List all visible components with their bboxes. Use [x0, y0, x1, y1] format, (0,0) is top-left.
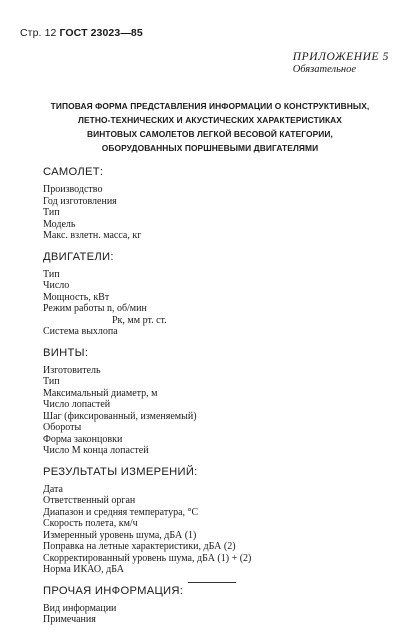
section-heading: ПРОЧАЯ ИНФОРМАЦИЯ:: [43, 584, 184, 597]
form-field: Норма ИКАО, дБА: [43, 564, 125, 575]
form-field: Тип: [43, 207, 60, 218]
standard-number: ГОСТ 23023—85: [59, 27, 143, 39]
form-field: Число M конца лопастей: [43, 445, 149, 456]
form-field: Система выхлопа: [43, 326, 118, 337]
section-heading: ВИНТЫ:: [43, 346, 89, 359]
form-field: Pк, мм рт. ст.: [112, 314, 167, 326]
form-field: Число: [43, 280, 70, 291]
title-line: ВИНТОВЫХ САМОЛЕТОВ ЛЕГКОЙ ВЕСОВОЙ КАТЕГОРИИ,: [87, 129, 333, 139]
form-field: Мощность, кВт: [43, 291, 110, 303]
form-field: Год изготовления: [43, 195, 117, 207]
form-field: Число лопастей: [43, 399, 111, 410]
form-field: Макс. взлетн. масса, кг: [43, 230, 142, 241]
end-divider: [188, 582, 236, 583]
title-line: ОБОРУДОВАННЫХ ПОРШНЕВЫМИ ДВИГАТЕЛЯМИ: [101, 143, 319, 153]
form-field: Скорректированный уровень шума, дБА (1) + (2): [43, 552, 252, 564]
form-field: Поправка на летные характеристики, дБА (2): [43, 541, 236, 552]
form-field: Шаг (фиксированный, изменяемый): [43, 410, 197, 422]
form-sections: [43, 165, 393, 634]
page-number: Стр. 12: [20, 27, 57, 39]
form-field: Скорость полета, км/ч: [43, 518, 138, 529]
section-engines: [43, 250, 393, 338]
form-field: Обороты: [43, 422, 82, 433]
form-field: Примечания: [43, 614, 96, 625]
title-line: ТИПОВАЯ ФОРМА ПРЕДСТАВЛЕНИЯ ИНФОРМАЦИИ О КОНСТРУКТИВНЫХ,: [50, 101, 370, 111]
form-field: Тип: [43, 268, 60, 280]
section-measurement-results: [43, 465, 393, 576]
form-field: Ответственный орган: [43, 495, 136, 506]
form-field: Производство: [43, 184, 103, 195]
document-title: [30, 99, 390, 155]
appendix-label: ПРИЛОЖЕНИЕ 5: [292, 51, 389, 63]
section-heading: ДВИГАТЕЛИ:: [43, 250, 114, 263]
form-field: Изготовитель: [43, 364, 101, 376]
form-field: Дата: [43, 483, 63, 495]
form-field: Модель: [43, 218, 76, 230]
form-field: Измеренный уровень шума, дБА (1): [43, 529, 197, 541]
appendix-block: [293, 51, 389, 75]
appendix-status: Обязательное: [292, 64, 356, 75]
form-field: Тип: [43, 376, 60, 387]
form-field: Максимальный диаметр, м: [43, 387, 158, 399]
form-field: Диапазон и средняя температура, °С: [43, 506, 199, 518]
section-heading: РЕЗУЛЬТАТЫ ИЗМЕРЕНИЙ:: [43, 465, 198, 478]
form-field: Вид информации: [43, 602, 117, 614]
page-header: [20, 27, 143, 39]
title-line: ЛЕТНО-ТЕХНИЧЕСКИХ И АКУСТИЧЕСКИХ ХАРАКТЕРИСТИКАХ: [78, 115, 342, 125]
section-heading: САМОЛЕТ:: [43, 166, 104, 178]
form-field: Форма законцовки: [43, 433, 123, 445]
section-propellers: [43, 346, 393, 457]
section-aircraft: [43, 165, 393, 242]
section-other-info: [43, 584, 393, 626]
form-field: Режим работы n, об/мин: [43, 303, 147, 314]
